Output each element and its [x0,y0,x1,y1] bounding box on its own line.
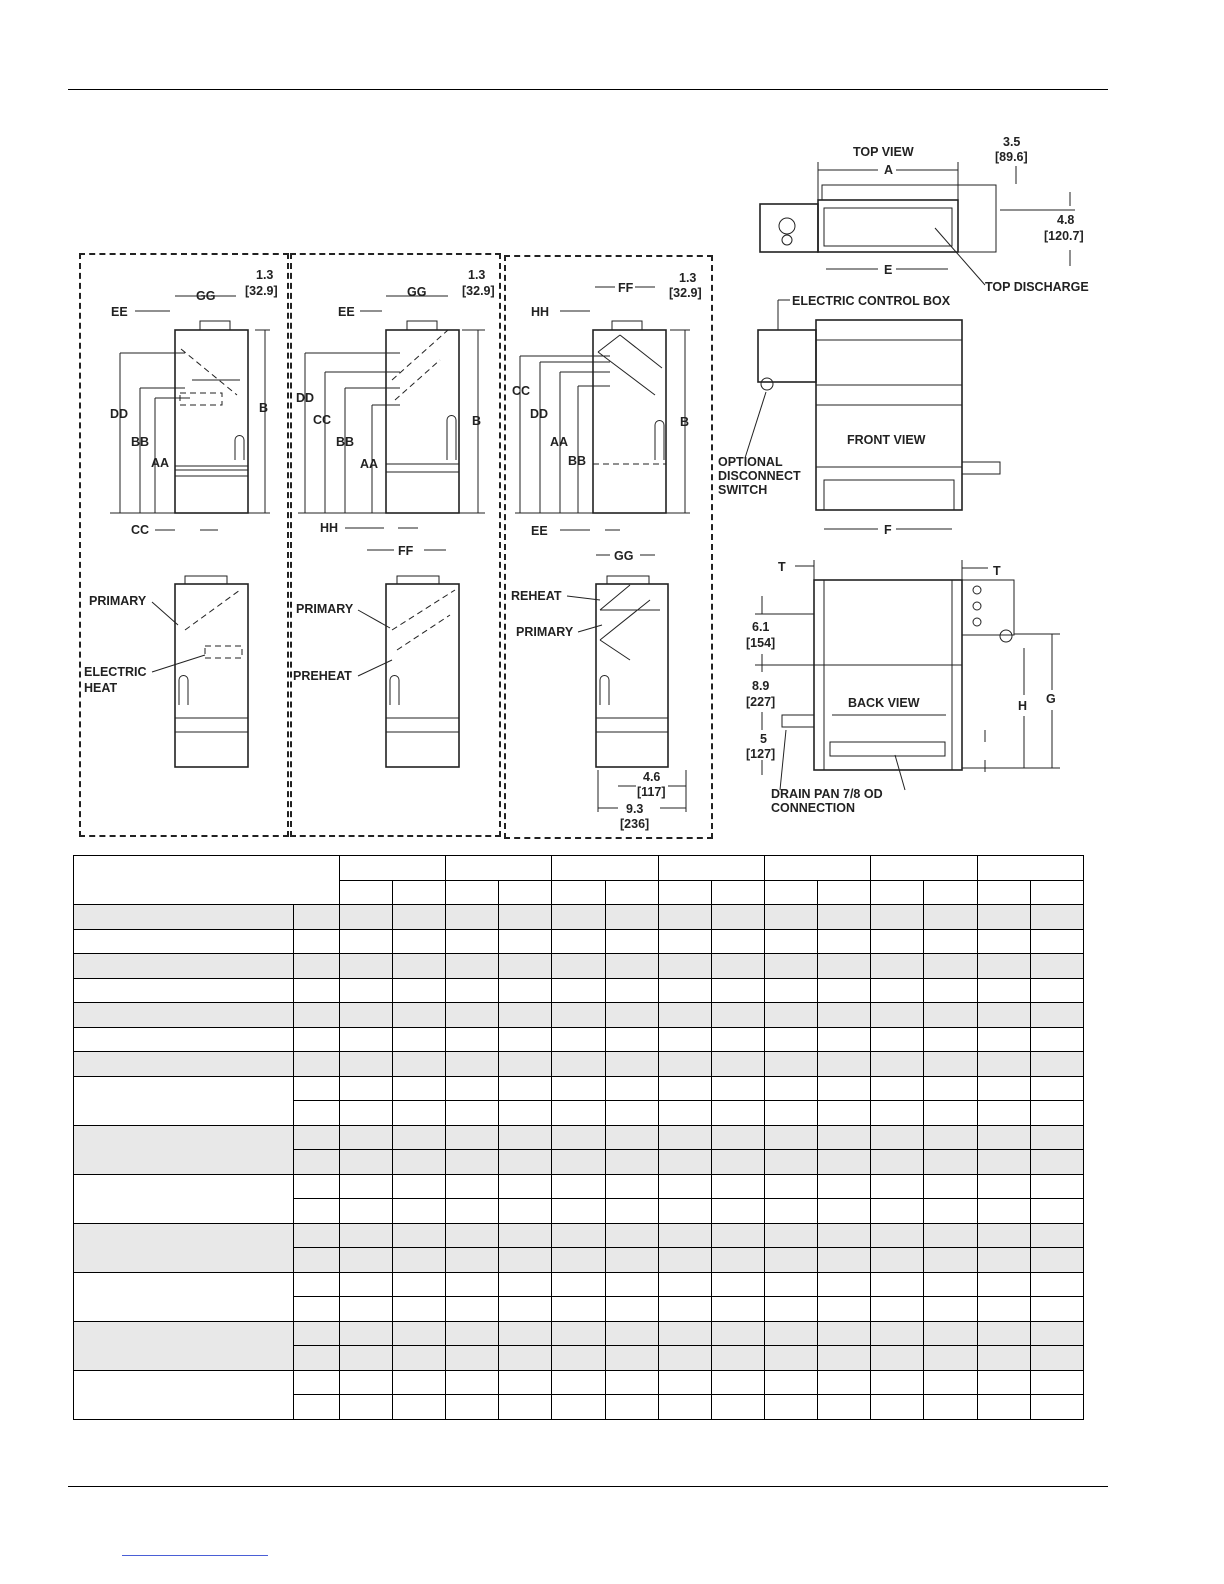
table-row [74,1052,1084,1077]
back-view-title: BACK VIEW [848,696,920,710]
p1-coil-heat: HEAT [84,681,118,695]
p3-dim-13mm: [32.9] [669,286,702,300]
p2-dim-13: 1.3 [468,268,486,282]
table-header-row [74,856,1084,881]
p2-label-cc: CC [313,413,332,427]
p3-label-cc: CC [512,384,531,398]
table-row [74,1321,1084,1346]
table-row [74,905,1084,930]
back-t-left: T [778,560,786,574]
p1-coil-primary: PRIMARY [89,594,147,608]
p2-label-ff: FF [398,544,414,558]
p2-label-aa: AA [360,457,379,471]
p1-label-ee: EE [111,305,128,319]
top-dim-e: E [884,263,893,277]
table-row [74,978,1084,1003]
top-dim-48mm: [120.7] [1044,229,1084,243]
p3-label-bb: BB [568,454,587,468]
p1-coil-electric: ELECTRIC [84,665,147,679]
p3-label-gg: GG [614,549,634,563]
front-view-title: FRONT VIEW [847,433,926,447]
top-discharge-label: TOP DISCHARGE [985,280,1089,294]
back-dim-61mm: [154] [746,636,776,650]
back-dim-5: 5 [760,732,767,746]
p3-dim-93mm: [236] [620,817,650,831]
table-row [74,1174,1084,1199]
table-row [74,1370,1084,1395]
p2-label-hh: HH [320,521,339,535]
p3-coil-reheat: REHEAT [511,589,562,603]
back-t-right: T [993,564,1001,578]
p3-coil-primary: PRIMARY [516,625,574,639]
p2-label-bb: BB [336,435,355,449]
p2-coil-preheat: PREHEAT [293,669,352,683]
p2-dim-13mm: [32.9] [462,284,495,298]
p1-label-aa: AA [151,456,170,470]
back-drain-2: CONNECTION [771,801,856,815]
back-dim-h: H [1018,699,1028,713]
front-disconnect-1: OPTIONAL [718,455,783,469]
p3-dim-46: 4.6 [643,770,661,784]
table-row [74,1272,1084,1297]
front-disconnect-2: DISCONNECT [718,469,801,483]
top-dim-48: 4.8 [1057,213,1075,227]
p3-dim-13: 1.3 [679,271,697,285]
p3-dim-46mm: [117] [637,785,666,799]
p1-label-b: B [259,401,269,415]
top-dim-a: A [884,163,894,177]
table-row [74,929,1084,954]
p1-label-dd: DD [110,407,129,421]
footer-link-underline[interactable] [122,1555,268,1556]
top-view [760,135,1089,294]
table-header-cell [74,856,340,905]
back-dim-5mm: [127] [746,747,776,761]
top-dim-35mm: [89.6] [995,150,1028,164]
panel-3-drawing [511,271,702,831]
back-view [746,560,1060,815]
p1-label-cc: CC [131,523,150,537]
p3-dim-93: 9.3 [626,802,644,816]
p1-label-bb: BB [131,435,150,449]
table-row [74,1125,1084,1150]
dimension-table [73,855,1084,1420]
p1-label-gg: GG [196,289,216,303]
p2-label-ee: EE [338,305,355,319]
footer-rule [68,1486,1108,1487]
panel-1-drawing [84,268,278,767]
p1-dim-13: 1.3 [256,268,274,282]
table-row [74,954,1084,979]
p3-label-ff: FF [618,281,634,295]
back-drain-1: DRAIN PAN 7/8 OD [771,787,883,801]
p1-dim-13mm: [32.9] [245,284,278,298]
p3-label-b: B [680,415,690,429]
back-dim-61: 6.1 [752,620,770,634]
back-dim-89mm: [227] [746,695,776,709]
p2-coil-primary: PRIMARY [296,602,354,616]
p3-label-ee: EE [531,524,548,538]
p2-label-b: B [472,414,482,428]
table-row [74,1003,1084,1028]
back-dim-g: G [1046,692,1056,706]
back-dim-89: 8.9 [752,679,770,693]
p2-label-dd: DD [296,391,315,405]
p2-label-gg: GG [407,285,427,299]
p3-label-aa: AA [550,435,569,449]
front-dim-f: F [884,523,892,537]
p3-label-hh: HH [531,305,550,319]
p3-label-dd: DD [530,407,549,421]
table-row [74,1027,1084,1052]
table-row [74,1076,1084,1101]
front-electric-box: ELECTRIC CONTROL BOX [792,294,951,308]
top-view-title: TOP VIEW [853,145,914,159]
table-row [74,1223,1084,1248]
front-disconnect-3: SWITCH [718,483,768,497]
top-dim-35: 3.5 [1003,135,1021,149]
front-view [718,294,1000,537]
panel-2-drawing [293,268,495,767]
